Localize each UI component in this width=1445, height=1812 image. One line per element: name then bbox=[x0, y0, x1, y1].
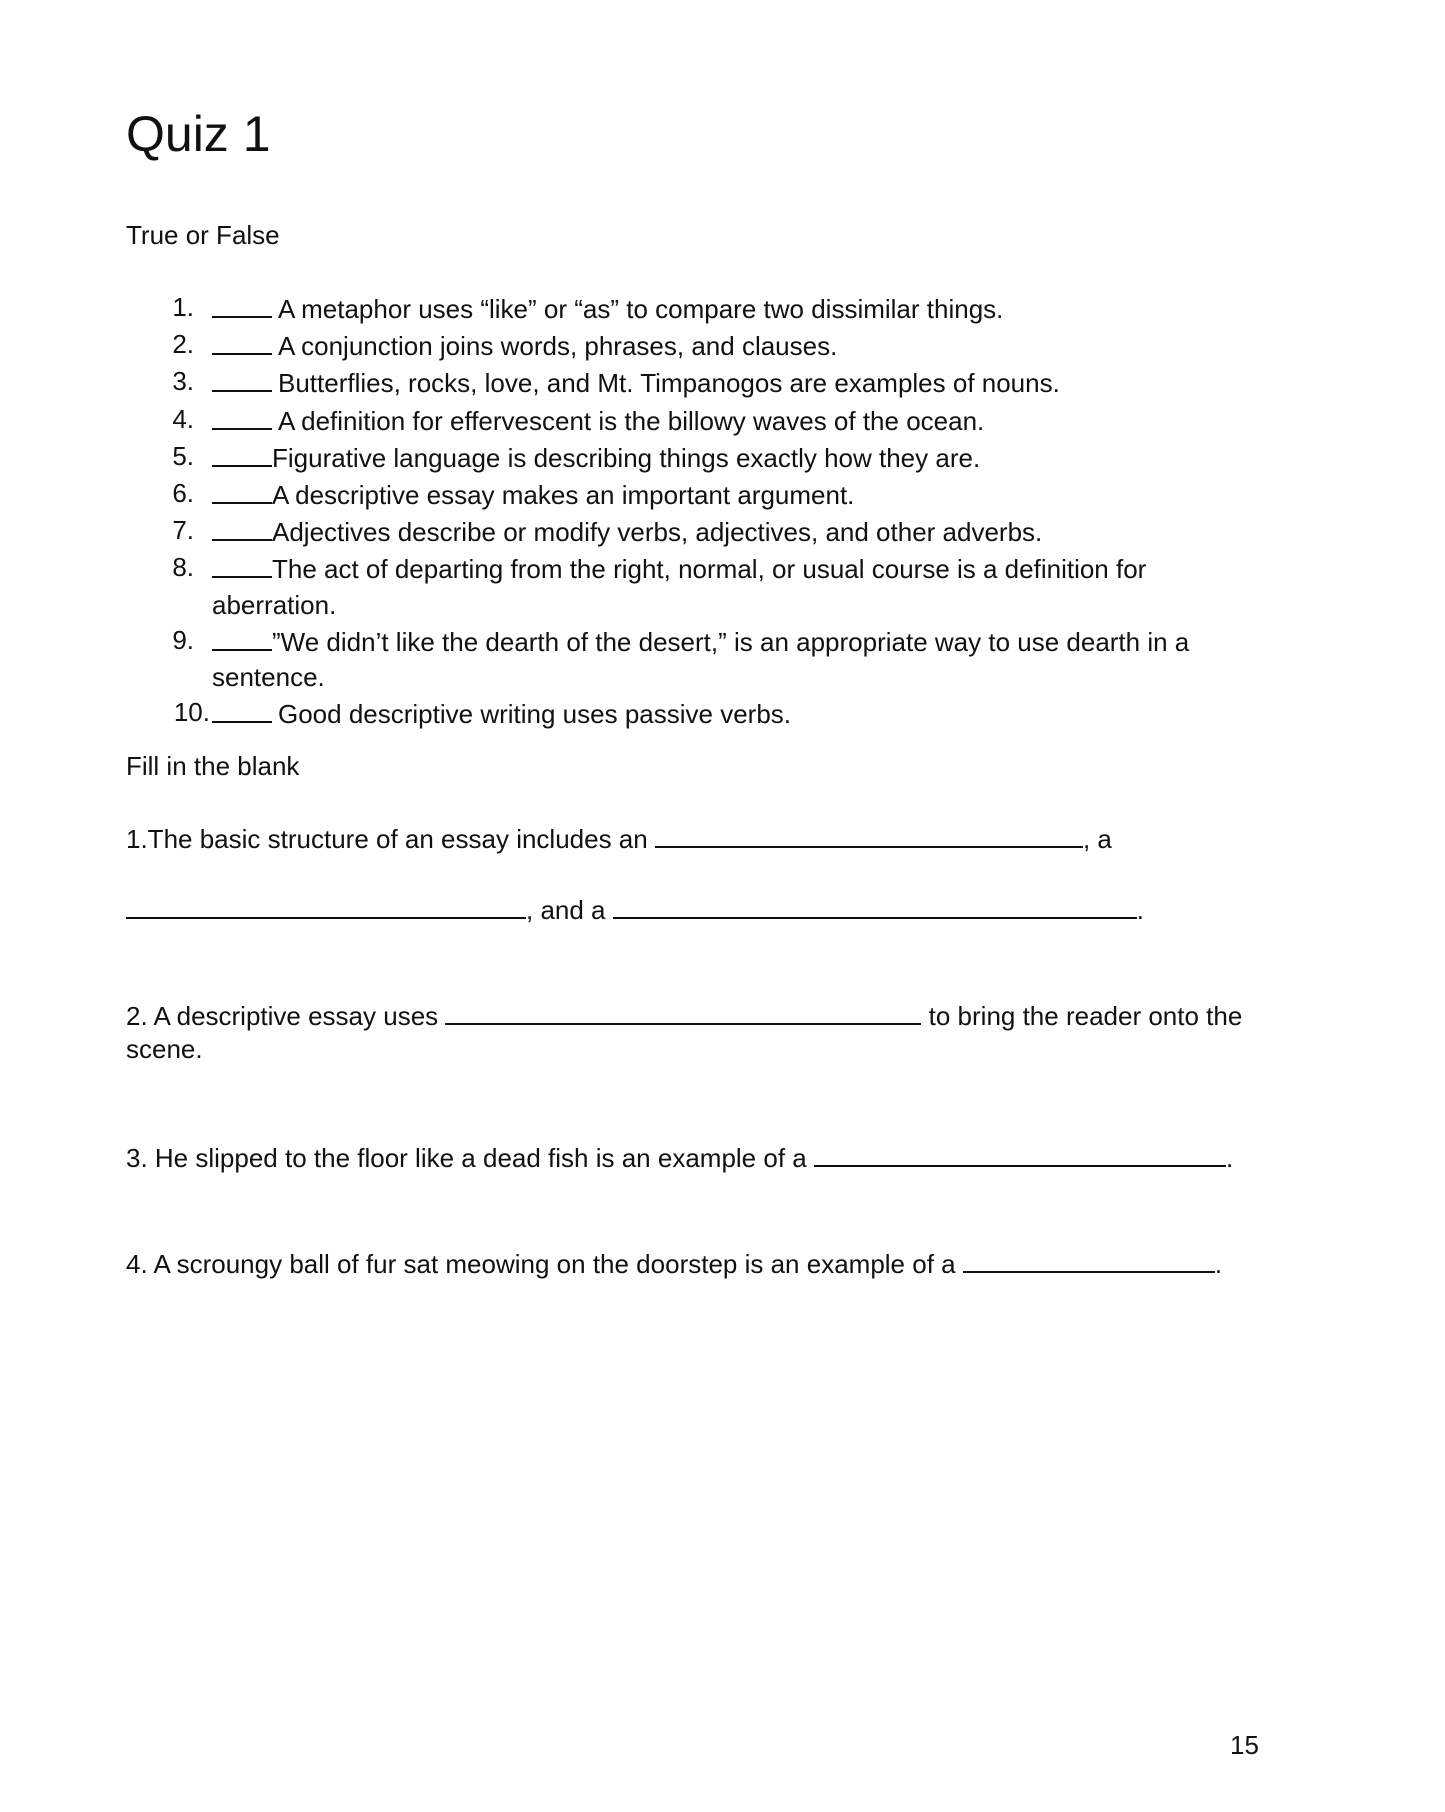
item-text: Good descriptive writing uses passive verbs. bbox=[278, 699, 792, 730]
fill-question-4 bbox=[126, 1245, 1222, 1282]
answer-blank[interactable] bbox=[212, 513, 272, 541]
list-item bbox=[126, 623, 1276, 695]
item-number: 5. bbox=[172, 440, 194, 471]
question-text: 1.The basic structure of an essay includes an bbox=[126, 824, 648, 854]
item-text: Adjectives describe or modify verbs, adjectives, and other adverbs. bbox=[272, 517, 1043, 548]
fill-question-2-line-1 bbox=[126, 997, 1242, 1034]
item-text: Figurative language is describing things exactly how they are. bbox=[272, 442, 981, 473]
item-text: A conjunction joins words, phrases, and clauses. bbox=[278, 331, 838, 362]
list-item bbox=[126, 327, 1276, 364]
answer-blank[interactable] bbox=[212, 290, 272, 318]
answer-blank[interactable] bbox=[445, 997, 921, 1025]
item-number: 7. bbox=[172, 515, 194, 546]
list-item bbox=[126, 550, 1276, 622]
list-item bbox=[126, 290, 1276, 327]
item-text: ”We didn’t like the dearth of the desert,” is an appropriate way to use dearth in a sentence. bbox=[212, 626, 1190, 693]
item-text: A definition for effervescent is the billowy waves of the ocean. bbox=[278, 405, 985, 436]
answer-blank[interactable] bbox=[212, 695, 272, 723]
item-text: A descriptive essay makes an important argument. bbox=[272, 480, 855, 511]
question-text: 2. A descriptive essay uses bbox=[126, 1001, 439, 1031]
answer-blank[interactable] bbox=[212, 402, 272, 430]
answer-blank[interactable] bbox=[613, 891, 1137, 919]
page-number: 15 bbox=[1230, 1730, 1259, 1760]
item-number: 6. bbox=[172, 478, 194, 509]
item-number: 8. bbox=[172, 552, 194, 583]
answer-blank[interactable] bbox=[126, 891, 526, 919]
question-text: to bring the reader onto the bbox=[928, 1001, 1243, 1031]
fill-question-2-line-2: scene. bbox=[126, 1034, 203, 1064]
list-item bbox=[126, 364, 1276, 401]
answer-blank[interactable] bbox=[814, 1139, 1226, 1167]
fill-question-1-line-2 bbox=[126, 891, 1144, 928]
question-text: . bbox=[1214, 1249, 1223, 1279]
item-number: 1. bbox=[172, 292, 194, 322]
answer-blank[interactable] bbox=[212, 364, 272, 392]
question-text: . bbox=[1225, 1143, 1234, 1173]
answer-blank[interactable] bbox=[212, 327, 272, 355]
question-text: , and a bbox=[526, 895, 606, 925]
answer-blank[interactable] bbox=[212, 623, 272, 651]
answer-blank[interactable] bbox=[655, 820, 1083, 848]
item-number: 10. bbox=[173, 697, 210, 728]
question-text: 4. A scroungy ball of fur sat meowing on the doorstep is an example of a bbox=[126, 1249, 956, 1279]
list-item bbox=[126, 439, 1276, 476]
fill-question-1-line-1 bbox=[126, 820, 1112, 857]
item-number: 2. bbox=[172, 329, 194, 360]
item-number: 9. bbox=[172, 624, 194, 655]
question-text: . bbox=[1136, 895, 1144, 925]
page-title: Quiz 1 bbox=[126, 106, 271, 162]
answer-blank[interactable] bbox=[212, 476, 272, 504]
true-false-list bbox=[126, 290, 1276, 732]
answer-blank[interactable] bbox=[212, 439, 272, 467]
list-item bbox=[126, 402, 1276, 439]
list-item bbox=[126, 476, 1276, 513]
true-false-heading: True or False bbox=[126, 220, 280, 250]
question-text: , a bbox=[1082, 824, 1112, 854]
question-text: 3. He slipped to the floor like a dead fish is an example of a bbox=[126, 1143, 807, 1173]
item-number: 4. bbox=[172, 403, 194, 434]
answer-blank[interactable] bbox=[963, 1245, 1215, 1273]
item-text: Butterflies, rocks, love, and Mt. Timpanogos are examples of nouns. bbox=[278, 368, 1060, 399]
item-text: The act of departing from the right, normal, or usual course is a definition for aberration. bbox=[212, 554, 1147, 620]
list-item bbox=[126, 695, 1276, 732]
item-text: A metaphor uses “like” or “as” to compare two dissimilar things. bbox=[278, 294, 1004, 324]
fill-question-3 bbox=[126, 1139, 1233, 1176]
answer-blank[interactable] bbox=[212, 550, 272, 578]
fill-blank-heading: Fill in the blank bbox=[126, 751, 300, 781]
item-number: 3. bbox=[172, 366, 194, 397]
list-item bbox=[126, 513, 1276, 550]
